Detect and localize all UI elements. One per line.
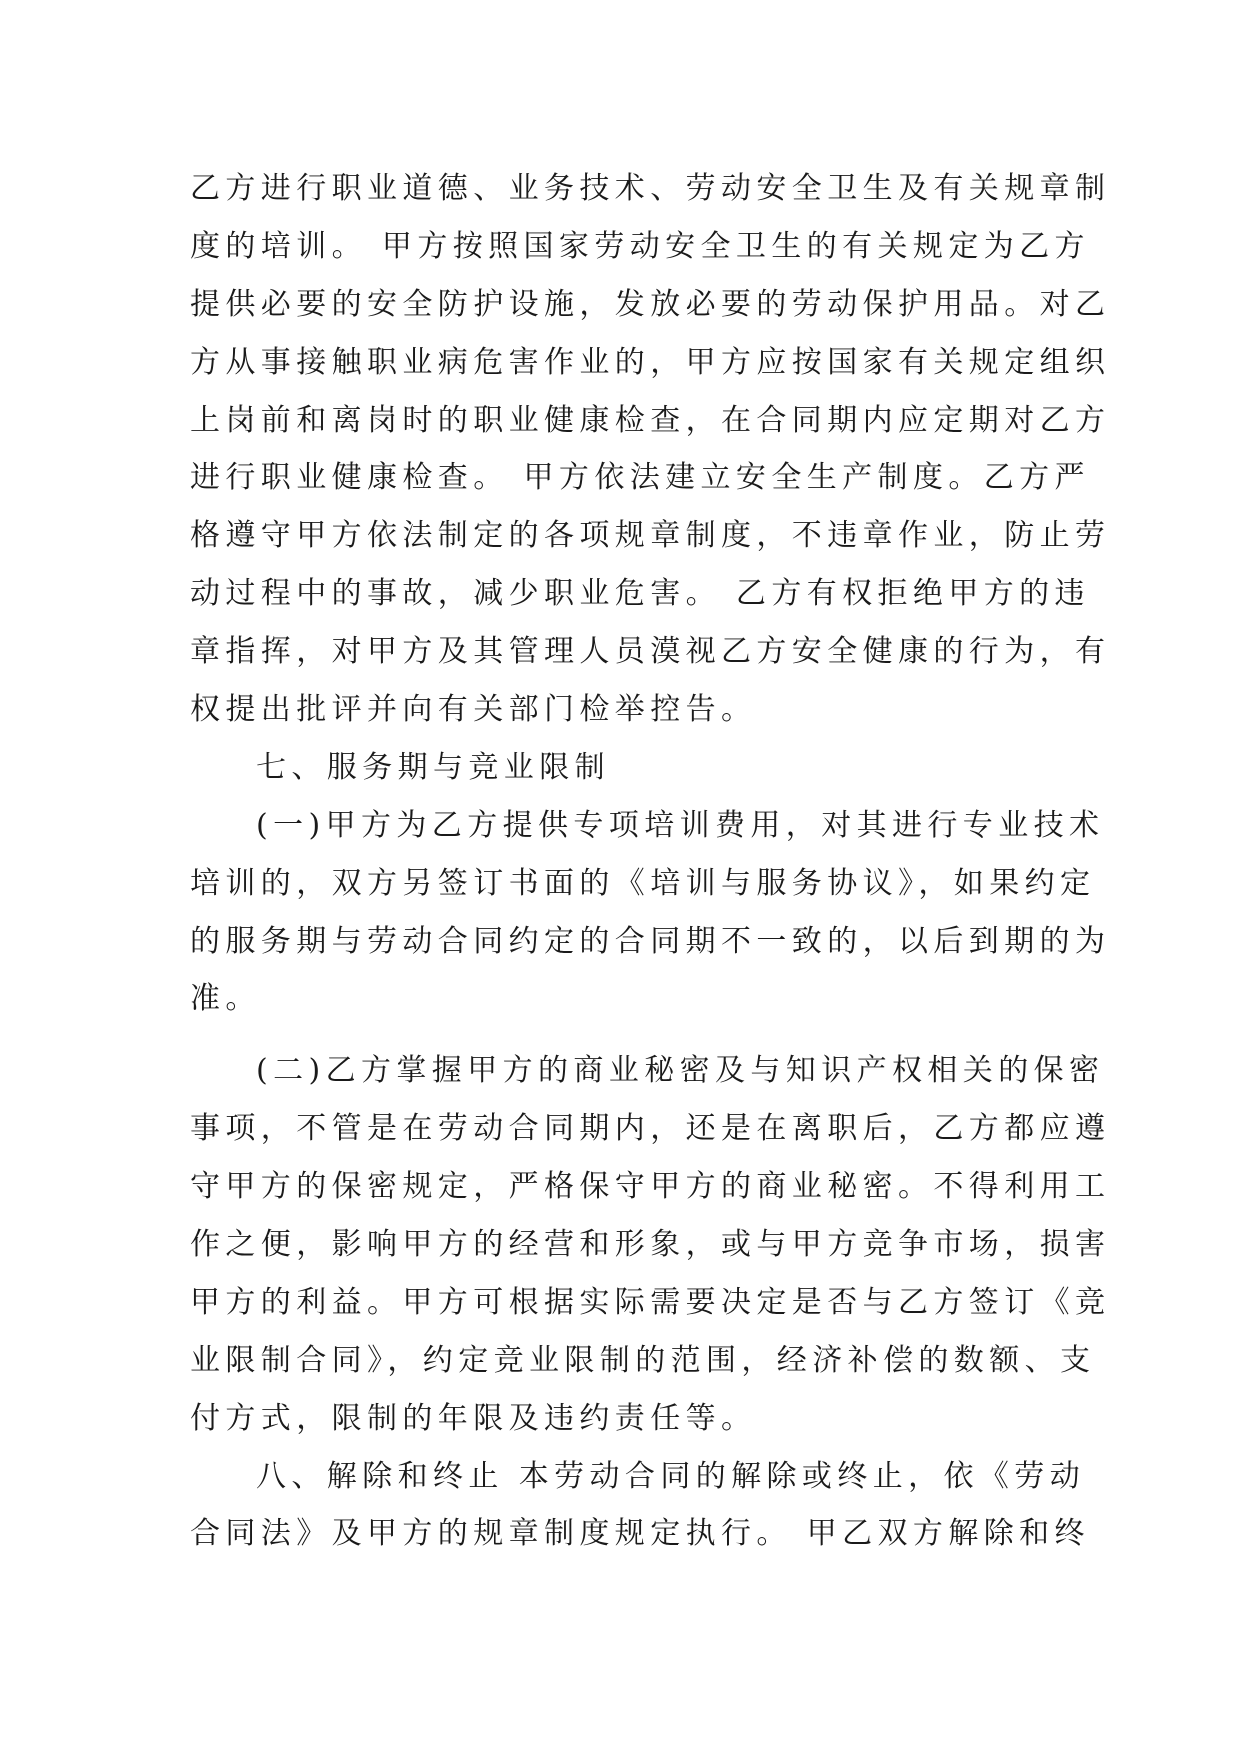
- text-line: 的服务期与劳动合同约定的合同期不一致的，以后到期的为: [190, 923, 1111, 959]
- text-line: 格遵守甲方依法制定的各项规章制度，不违章作业，防止劳: [190, 518, 1111, 554]
- text-line: 付方式，限制的年限及违约责任等。: [190, 1400, 757, 1436]
- text-line: 进行职业健康检查。 甲方依法建立安全生产制度。乙方严: [190, 460, 1090, 496]
- text-line: 守甲方的保密规定，严格保守甲方的商业秘密。不得利用工: [190, 1169, 1111, 1205]
- text-line: 业限制合同》，约定竞业限制的范围，经济补偿的数额、支: [190, 1342, 1096, 1378]
- text-line: 动过程中的事故，减少职业危害。 乙方有权拒绝甲方的违: [190, 576, 1090, 612]
- text-line: 作之便，影响甲方的经营和形象，或与甲方竞争市场，损害: [190, 1227, 1111, 1263]
- text-line: 上岗前和离岗时的职业健康检查，在合同期内应定期对乙方: [190, 402, 1111, 438]
- text-line: 章指挥，对甲方及其管理人员漠视乙方安全健康的行为，有: [190, 634, 1111, 670]
- text-line: 培训的，双方另签订书面的《培训与服务协议》，如果约定: [190, 865, 1096, 901]
- text-line: 准。: [190, 981, 261, 1017]
- text-line: 方从事接触职业病危害作业的，甲方应按国家有关规定组织: [190, 344, 1111, 380]
- text-line: 权提出批评并向有关部门检举控告。: [190, 692, 757, 728]
- text-line: 合同法》及甲方的规章制度规定执行。 甲乙双方解除和终: [190, 1516, 1090, 1552]
- text-line: 提供必要的安全防护设施，发放必要的劳动保护用品。对乙: [190, 286, 1111, 322]
- text-line: (二)乙方掌握甲方的商业秘密及与知识产权相关的保密: [256, 1053, 1105, 1089]
- text-line: 度的培训。 甲方按照国家劳动安全卫生的有关规定为乙方: [190, 228, 1090, 264]
- section-heading-service-period: 七、服务期与竞业限制: [256, 749, 610, 785]
- text-line: 事项，不管是在劳动合同期内，还是在离职后，乙方都应遵: [190, 1111, 1111, 1147]
- contract-body-text: [190, 160, 1111, 1563]
- text-line: (一)甲方为乙方提供专项培训费用，对其进行专业技术: [256, 807, 1105, 843]
- section-heading-termination: 八、解除和终止 本劳动合同的解除或终止，依《劳动: [256, 1458, 1086, 1494]
- text-line: 甲方的利益。甲方可根据实际需要决定是否与乙方签订《竞: [190, 1284, 1111, 1320]
- text-line: 乙方进行职业道德、业务技术、劳动安全卫生及有关规章制: [190, 171, 1111, 206]
